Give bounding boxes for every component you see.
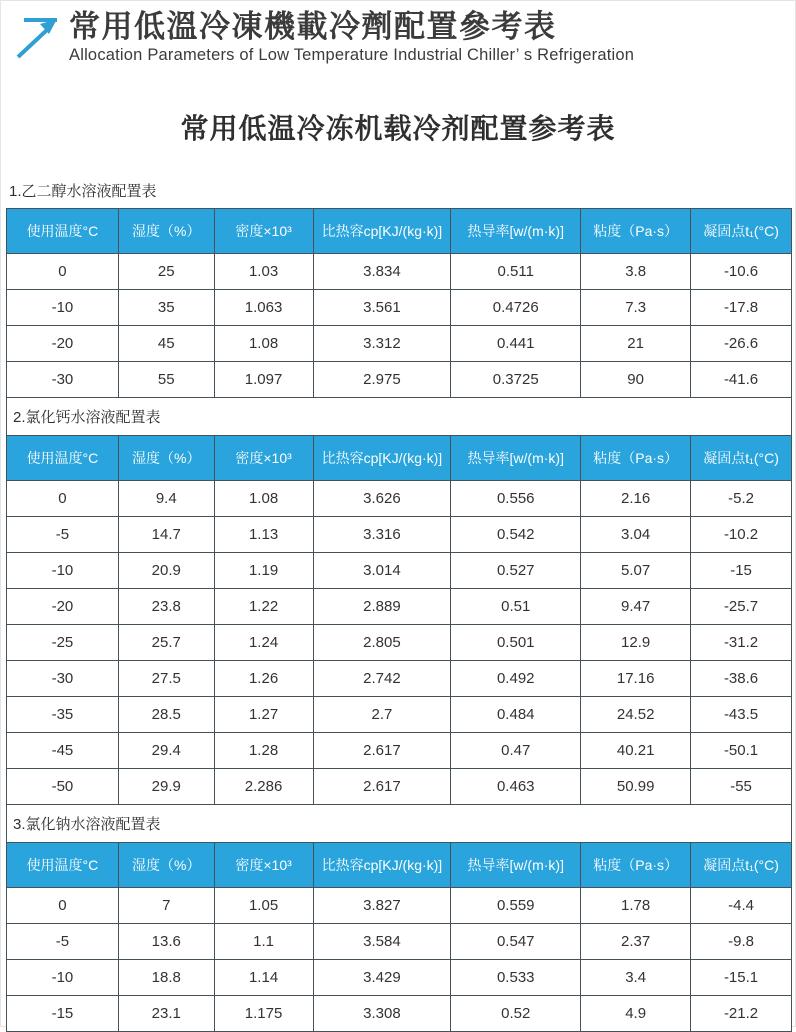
table-cell: 0.4726: [451, 290, 581, 326]
table-cell: 50.99: [581, 769, 691, 805]
table-cell: -25.7: [691, 589, 792, 625]
table-cell: 12.9: [581, 625, 691, 661]
section-label-row: [7, 805, 792, 843]
table-cell: 0.542: [451, 517, 581, 553]
table-cell: -5: [7, 924, 119, 960]
column-header: 密度×10³: [214, 436, 313, 481]
table-cell: 0.501: [451, 625, 581, 661]
table-cell: -5.2: [691, 481, 792, 517]
column-header: 使用温度°C: [7, 209, 119, 254]
column-header: 比热容cp[KJ/(kg·k)]: [313, 843, 451, 888]
table-cell: 3.312: [313, 326, 451, 362]
table-cell: 1.28: [214, 733, 313, 769]
table-cell: -9.8: [691, 924, 792, 960]
table-row: [7, 481, 792, 517]
table-cell: 5.07: [581, 553, 691, 589]
table-cell: 24.52: [581, 697, 691, 733]
table-row: [7, 290, 792, 326]
table-cell: 20.9: [118, 553, 214, 589]
table-cell: -43.5: [691, 697, 792, 733]
table-row: [7, 362, 792, 398]
column-header: 热导率[w/(m·k)]: [451, 209, 581, 254]
section-label-3: 3.氯化钠水溶液配置表: [7, 805, 792, 843]
table-cell: -5: [7, 517, 119, 553]
table-cell: 3.429: [313, 960, 451, 996]
table-cell: 1.097: [214, 362, 313, 398]
doc-header: [1, 1, 795, 89]
table-cell: 27.5: [118, 661, 214, 697]
table-cell: 4.9: [581, 996, 691, 1032]
table-row: [7, 625, 792, 661]
column-header: 粘度（Pa·s）: [581, 843, 691, 888]
brand-titles: [69, 9, 634, 65]
table-cell: 25: [118, 254, 214, 290]
table-cell: 0: [7, 888, 119, 924]
table-cell: -10: [7, 960, 119, 996]
table-cell: 3.014: [313, 553, 451, 589]
table-cell: 0.47: [451, 733, 581, 769]
table-row: [7, 960, 792, 996]
column-header: 湿度（%）: [118, 843, 214, 888]
table-cell: 0.51: [451, 589, 581, 625]
table-cell: 17.16: [581, 661, 691, 697]
table-row: [7, 589, 792, 625]
table-cell: 0.547: [451, 924, 581, 960]
table-row: [7, 697, 792, 733]
table-row: [7, 888, 792, 924]
table-cell: 18.8: [118, 960, 214, 996]
table-cell: 3.4: [581, 960, 691, 996]
table-cell: 9.47: [581, 589, 691, 625]
page-title: 常用低温冷冻机载冷剂配置参考表: [180, 113, 616, 144]
coolant-allocation-table: [6, 208, 792, 1032]
brand-subtitle: Allocation Parameters of Low Temperature Industrial Chiller’ s Refrigeration: [69, 45, 635, 64]
table-cell: 1.063: [214, 290, 313, 326]
table-cell: 9.4: [118, 481, 214, 517]
column-header: 比热容cp[KJ/(kg·k)]: [313, 436, 451, 481]
table-cell: 3.561: [313, 290, 451, 326]
table-cell: -15.1: [691, 960, 792, 996]
table-cell: 3.834: [313, 254, 451, 290]
column-header: 凝固点t₁(°C): [691, 436, 792, 481]
table-cell: 1.19: [214, 553, 313, 589]
column-header: 湿度（%）: [118, 209, 214, 254]
table-cell: 3.04: [581, 517, 691, 553]
column-header: 使用温度°C: [7, 843, 119, 888]
table-cell: 0: [7, 481, 119, 517]
table-cell: 23.8: [118, 589, 214, 625]
table-row: [7, 661, 792, 697]
table-cell: 0.492: [451, 661, 581, 697]
column-header: 比热容cp[KJ/(kg·k)]: [313, 209, 451, 254]
table-cell: -35: [7, 697, 119, 733]
table-cell: 1.08: [214, 326, 313, 362]
table-cell: 3.827: [313, 888, 451, 924]
table-row: [7, 769, 792, 805]
table-cell: 2.7: [313, 697, 451, 733]
table-cell: -26.6: [691, 326, 792, 362]
column-header: 凝固点t₁(°C): [691, 209, 792, 254]
table-row: [7, 254, 792, 290]
table-cell: 35: [118, 290, 214, 326]
table-cell: -30: [7, 661, 119, 697]
table-cell: -31.2: [691, 625, 792, 661]
brand-title: 常用低溫冷凍機載冷劑配置參考表: [69, 9, 557, 44]
table-cell: 23.1: [118, 996, 214, 1032]
table-cell: 1.78: [581, 888, 691, 924]
table-cell: 29.9: [118, 769, 214, 805]
table-cell: 2.742: [313, 661, 451, 697]
section-label-2: 2.氯化钙水溶液配置表: [7, 398, 792, 436]
table-cell: 2.975: [313, 362, 451, 398]
table-cell: 29.4: [118, 733, 214, 769]
table-cell: 0.511: [451, 254, 581, 290]
table-cell: 0: [7, 254, 119, 290]
table-cell: 3.308: [313, 996, 451, 1032]
table-cell: -15: [7, 996, 119, 1032]
table-cell: 2.37: [581, 924, 691, 960]
table-cell: -38.6: [691, 661, 792, 697]
table-cell: 1.27: [214, 697, 313, 733]
table-cell: 0.463: [451, 769, 581, 805]
table-cell: 40.21: [581, 733, 691, 769]
table-cell: 7.3: [581, 290, 691, 326]
table-row: [7, 924, 792, 960]
table-row: [7, 326, 792, 362]
table-cell: 3.316: [313, 517, 451, 553]
table-cell: 13.6: [118, 924, 214, 960]
table-cell: -15: [691, 553, 792, 589]
table-cell: 21: [581, 326, 691, 362]
table-cell: 3.626: [313, 481, 451, 517]
table-cell: 0.52: [451, 996, 581, 1032]
table-cell: -30: [7, 362, 119, 398]
table-cell: 2.805: [313, 625, 451, 661]
table-cell: -10.2: [691, 517, 792, 553]
column-header-row: [7, 436, 792, 481]
column-header: 粘度（Pa·s）: [581, 209, 691, 254]
table-cell: 1.13: [214, 517, 313, 553]
table-cell: -20: [7, 589, 119, 625]
column-header: 使用温度°C: [7, 436, 119, 481]
column-header: 热导率[w/(m·k)]: [451, 843, 581, 888]
column-header: 密度×10³: [214, 843, 313, 888]
column-header: 湿度（%）: [118, 436, 214, 481]
table-cell: -20: [7, 326, 119, 362]
table-cell: 1.05: [214, 888, 313, 924]
table-cell: 25.7: [118, 625, 214, 661]
table-cell: 0.484: [451, 697, 581, 733]
column-header-row: [7, 209, 792, 254]
table-cell: -55: [691, 769, 792, 805]
column-header-row: [7, 843, 792, 888]
table-cell: 1.1: [214, 924, 313, 960]
table-cell: 1.03: [214, 254, 313, 290]
table-cell: 1.14: [214, 960, 313, 996]
table-cell: 55: [118, 362, 214, 398]
column-header: 凝固点t₁(°C): [691, 843, 792, 888]
table-cell: 1.08: [214, 481, 313, 517]
table-row: [7, 517, 792, 553]
table-cell: 1.22: [214, 589, 313, 625]
section-label-row: [7, 398, 792, 436]
table-cell: -50: [7, 769, 119, 805]
table-cell: 90: [581, 362, 691, 398]
table-row: [7, 733, 792, 769]
table-cell: -10: [7, 290, 119, 326]
table-cell: 2.889: [313, 589, 451, 625]
section-label-1: 1.乙二醇水溶液配置表: [9, 183, 157, 200]
table-cell: 0.533: [451, 960, 581, 996]
table-cell: 3.8: [581, 254, 691, 290]
table-cell: -17.8: [691, 290, 792, 326]
table-cell: -45: [7, 733, 119, 769]
table-cell: 45: [118, 326, 214, 362]
table-cell: 1.175: [214, 996, 313, 1032]
column-header: 粘度（Pa·s）: [581, 436, 691, 481]
table-cell: 1.24: [214, 625, 313, 661]
column-header: 热导率[w/(m·k)]: [451, 436, 581, 481]
table-cell: 2.617: [313, 769, 451, 805]
table-cell: 14.7: [118, 517, 214, 553]
column-header: 密度×10³: [214, 209, 313, 254]
table-cell: 0.556: [451, 481, 581, 517]
table-cell: 3.584: [313, 924, 451, 960]
table-cell: -41.6: [691, 362, 792, 398]
table-cell: -10: [7, 553, 119, 589]
table-row: [7, 553, 792, 589]
arrow-up-right-icon: [11, 11, 63, 61]
table-row: [7, 996, 792, 1032]
table-cell: 2.286: [214, 769, 313, 805]
table-cell: -21.2: [691, 996, 792, 1032]
table-cell: -25: [7, 625, 119, 661]
table-cell: -4.4: [691, 888, 792, 924]
table-cell: 7: [118, 888, 214, 924]
table-cell: 2.617: [313, 733, 451, 769]
table-cell: -50.1: [691, 733, 792, 769]
table-cell: 0.441: [451, 326, 581, 362]
table-cell: 2.16: [581, 481, 691, 517]
table-cell: 1.26: [214, 661, 313, 697]
table-cell: 28.5: [118, 697, 214, 733]
table-cell: -10.6: [691, 254, 792, 290]
table-cell: 0.527: [451, 553, 581, 589]
table-cell: 0.559: [451, 888, 581, 924]
table-cell: 0.3725: [451, 362, 581, 398]
